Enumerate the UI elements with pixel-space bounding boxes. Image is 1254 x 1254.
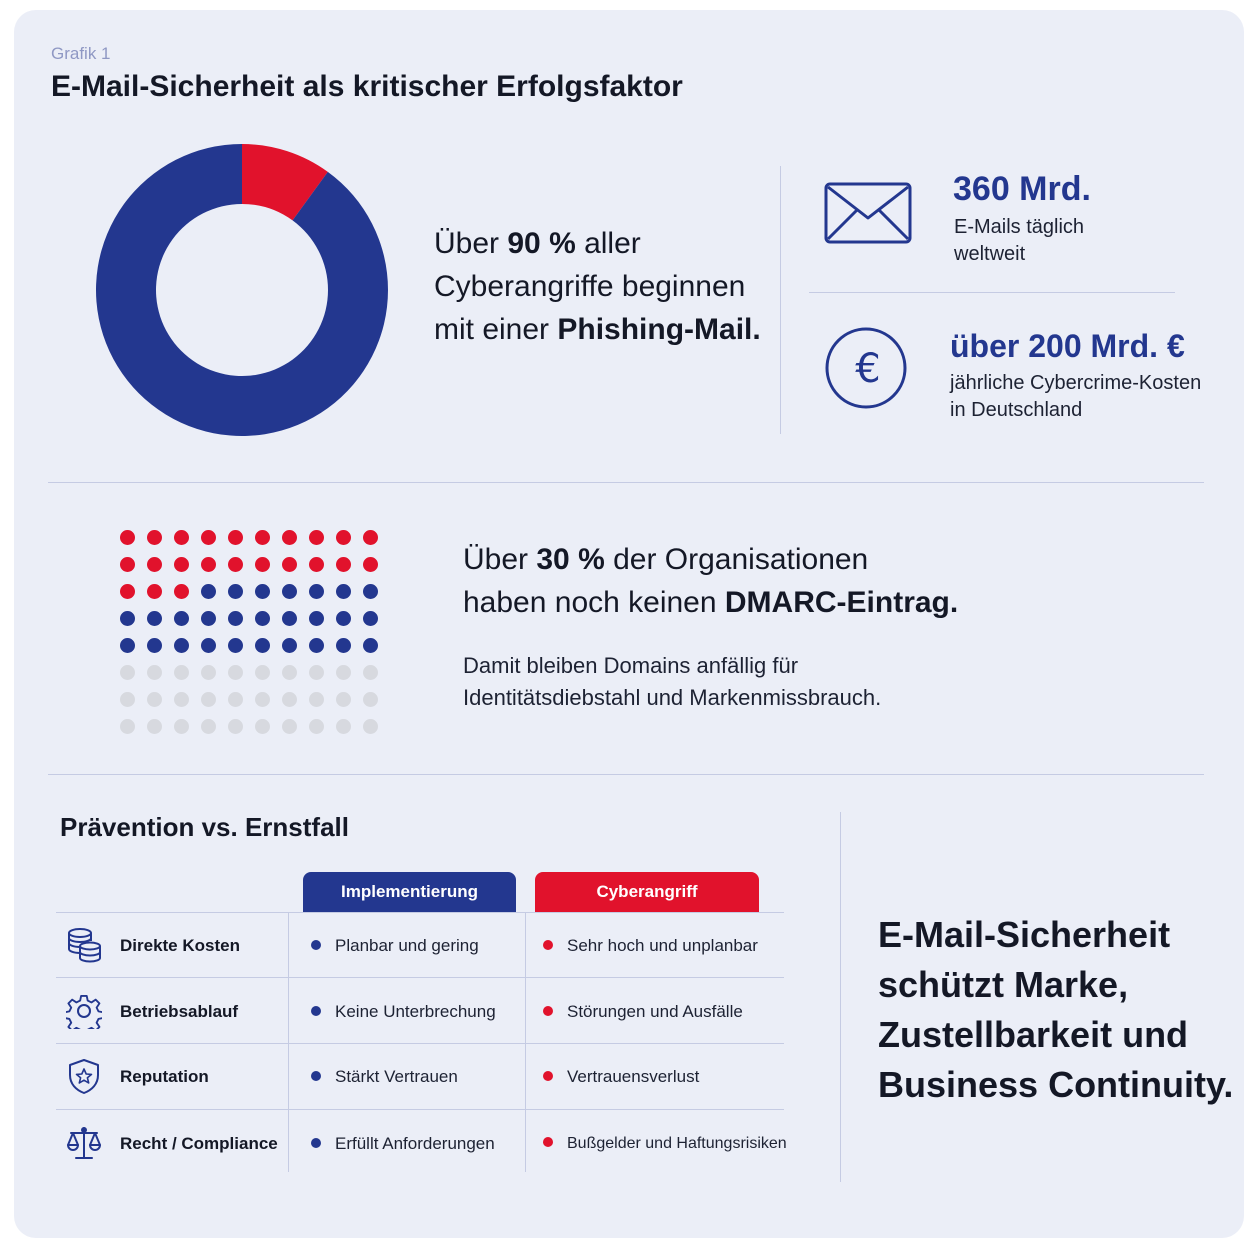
phishing-statement: Über 90 % aller Cyberangriffe beginnen mit einer Phishing-Mail. [434, 227, 761, 346]
waffle-dot [120, 530, 135, 545]
waffle-dot [228, 692, 243, 707]
kpi-emails-value: 360 Mrd. [953, 170, 1091, 208]
cell-attack: Sehr hoch und unplanbar [543, 913, 758, 978]
bullet-blue [311, 1071, 321, 1081]
waffle-dot [228, 530, 243, 545]
gear-icon [66, 993, 102, 1029]
bullet-red [543, 1006, 553, 1016]
waffle-dot [363, 530, 378, 545]
page-title: E-Mail-Sicherheit als kritischer Erfolgsfaktor [51, 70, 683, 103]
waffle-dot [228, 665, 243, 680]
waffle-dot [174, 638, 189, 653]
bullet-red [543, 1137, 553, 1147]
waffle-dot [255, 665, 270, 680]
column-header-attack: Cyberangriff [535, 872, 759, 912]
divider-section-1 [48, 482, 1204, 483]
waffle-dot [282, 719, 297, 734]
envelope-icon [824, 182, 912, 244]
cell-implementation: Erfüllt Anforderungen [311, 1111, 495, 1176]
waffle-dot [228, 638, 243, 653]
waffle-dot [363, 611, 378, 626]
waffle-dot [147, 584, 162, 599]
waffle-dot [147, 530, 162, 545]
column-header-implementation: Implementierung [303, 872, 516, 912]
phishing-mail-highlight: Phishing-Mail. [557, 313, 761, 346]
waffle-dot [147, 611, 162, 626]
waffle-dot [309, 530, 324, 545]
waffle-dot [147, 692, 162, 707]
waffle-dot [120, 719, 135, 734]
waffle-dot [174, 611, 189, 626]
euro-icon [824, 326, 908, 410]
dmarc-subtext: Damit bleiben Domains anfällig für Identitätsdiebstahl und Markenmissbrauch. [463, 653, 882, 710]
bullet-red [543, 940, 553, 950]
waffle-dot [255, 611, 270, 626]
waffle-dot [255, 719, 270, 734]
waffle-dot [255, 638, 270, 653]
cell-implementation: Stärkt Vertrauen [311, 1044, 458, 1109]
waffle-dot [120, 638, 135, 653]
waffle-dot [255, 692, 270, 707]
waffle-dot [174, 530, 189, 545]
cell-implementation: Keine Unterbrechung [311, 979, 496, 1044]
waffle-dot [363, 692, 378, 707]
dmarc-waffle-chart [114, 524, 384, 740]
dmarc-statement: Über 30 % der Organisationen haben noch keinen DMARC-Eintrag. [463, 543, 959, 619]
waffle-dot [228, 584, 243, 599]
waffle-dot [363, 719, 378, 734]
waffle-dot [228, 557, 243, 572]
row-label: Betriebsablauf [120, 1002, 239, 1021]
waffle-dot [120, 584, 135, 599]
cell-attack: Störungen und Ausfälle [543, 979, 743, 1044]
donut-slice-1 [96, 144, 388, 436]
divider-kpi [809, 292, 1175, 293]
svg-text:€: € [855, 346, 881, 392]
waffle-dot [282, 638, 297, 653]
waffle-dot [228, 611, 243, 626]
bullet-blue [311, 940, 321, 950]
dmarc-percentage: 30 % [536, 543, 605, 576]
kpi-costs-value: über 200 Mrd. € [950, 328, 1185, 364]
waffle-dot [120, 665, 135, 680]
divider-section-2 [48, 774, 1204, 775]
waffle-dot [228, 719, 243, 734]
infographic-card [14, 10, 1244, 1238]
waffle-dot [201, 530, 216, 545]
waffle-dot [363, 665, 378, 680]
waffle-dot [174, 719, 189, 734]
row-label: Direkte Kosten [120, 936, 240, 955]
waffle-dot [282, 611, 297, 626]
row-label: Reputation [120, 1067, 209, 1086]
waffle-dot [174, 665, 189, 680]
phishing-donut-chart [96, 144, 388, 436]
table-row [56, 1044, 784, 1109]
coins-stack-icon [66, 927, 102, 963]
bullet-red [543, 1071, 553, 1081]
waffle-dot [282, 557, 297, 572]
waffle-dot [120, 557, 135, 572]
waffle-dot [336, 584, 351, 599]
table-row [56, 913, 784, 978]
waffle-dot [282, 692, 297, 707]
waffle-dot [255, 584, 270, 599]
waffle-dot [120, 692, 135, 707]
waffle-dot [336, 665, 351, 680]
table-row [56, 979, 784, 1044]
waffle-dot [282, 584, 297, 599]
waffle-dot [336, 719, 351, 734]
waffle-dot [174, 584, 189, 599]
waffle-dot [255, 557, 270, 572]
waffle-dot [147, 638, 162, 653]
waffle-dot [201, 665, 216, 680]
waffle-dot [147, 557, 162, 572]
shield-star-icon [66, 1058, 102, 1094]
waffle-dot [336, 692, 351, 707]
table-line [56, 1109, 784, 1110]
comparison-title: Prävention vs. Ernstfall [60, 812, 349, 842]
kpi-emails-label: E-Mails täglich weltweit [954, 216, 1085, 265]
waffle-dot [309, 584, 324, 599]
waffle-dot [336, 530, 351, 545]
waffle-dot [309, 557, 324, 572]
conclusion-statement: E-Mail-Sicherheit schützt Marke, Zustellbarkeit und Business Continuity. [878, 914, 1234, 1105]
cell-attack: Bußgelder und Haftungsrisiken [543, 1111, 787, 1176]
cell-implementation: Planbar und gering [311, 913, 479, 978]
waffle-dot [201, 611, 216, 626]
divider-vertical-bottom [840, 812, 841, 1182]
waffle-dot [174, 692, 189, 707]
waffle-dot [255, 530, 270, 545]
waffle-dot [309, 638, 324, 653]
waffle-dot [201, 692, 216, 707]
bullet-blue [311, 1138, 321, 1148]
dmarc-highlight: DMARC-Eintrag. [724, 586, 959, 619]
waffle-dot [120, 611, 135, 626]
waffle-dot [363, 638, 378, 653]
waffle-dot [363, 584, 378, 599]
waffle-dot [201, 557, 216, 572]
waffle-dot [309, 611, 324, 626]
scales-icon [66, 1125, 102, 1161]
figure-label: Grafik 1 [51, 44, 111, 63]
waffle-dot [282, 665, 297, 680]
waffle-dot [201, 638, 216, 653]
waffle-dot [309, 692, 324, 707]
kpi-costs-label: jährliche Cybercrime-Kosten in Deutschland [950, 372, 1202, 421]
divider-vertical-top [780, 166, 781, 434]
waffle-dot [201, 584, 216, 599]
row-label: Recht / Compliance [120, 1134, 278, 1153]
waffle-dot [336, 557, 351, 572]
table-row [56, 1111, 787, 1176]
bullet-blue [311, 1006, 321, 1016]
waffle-dot [174, 557, 189, 572]
cell-attack: Vertrauensverlust [543, 1044, 699, 1109]
waffle-dot [201, 719, 216, 734]
waffle-dot [363, 557, 378, 572]
phishing-percentage: 90 % [507, 227, 576, 260]
waffle-dot [147, 665, 162, 680]
waffle-dot [309, 719, 324, 734]
waffle-dot [309, 665, 324, 680]
waffle-dot [147, 719, 162, 734]
waffle-dot [282, 530, 297, 545]
waffle-dot [336, 638, 351, 653]
waffle-dot [336, 611, 351, 626]
